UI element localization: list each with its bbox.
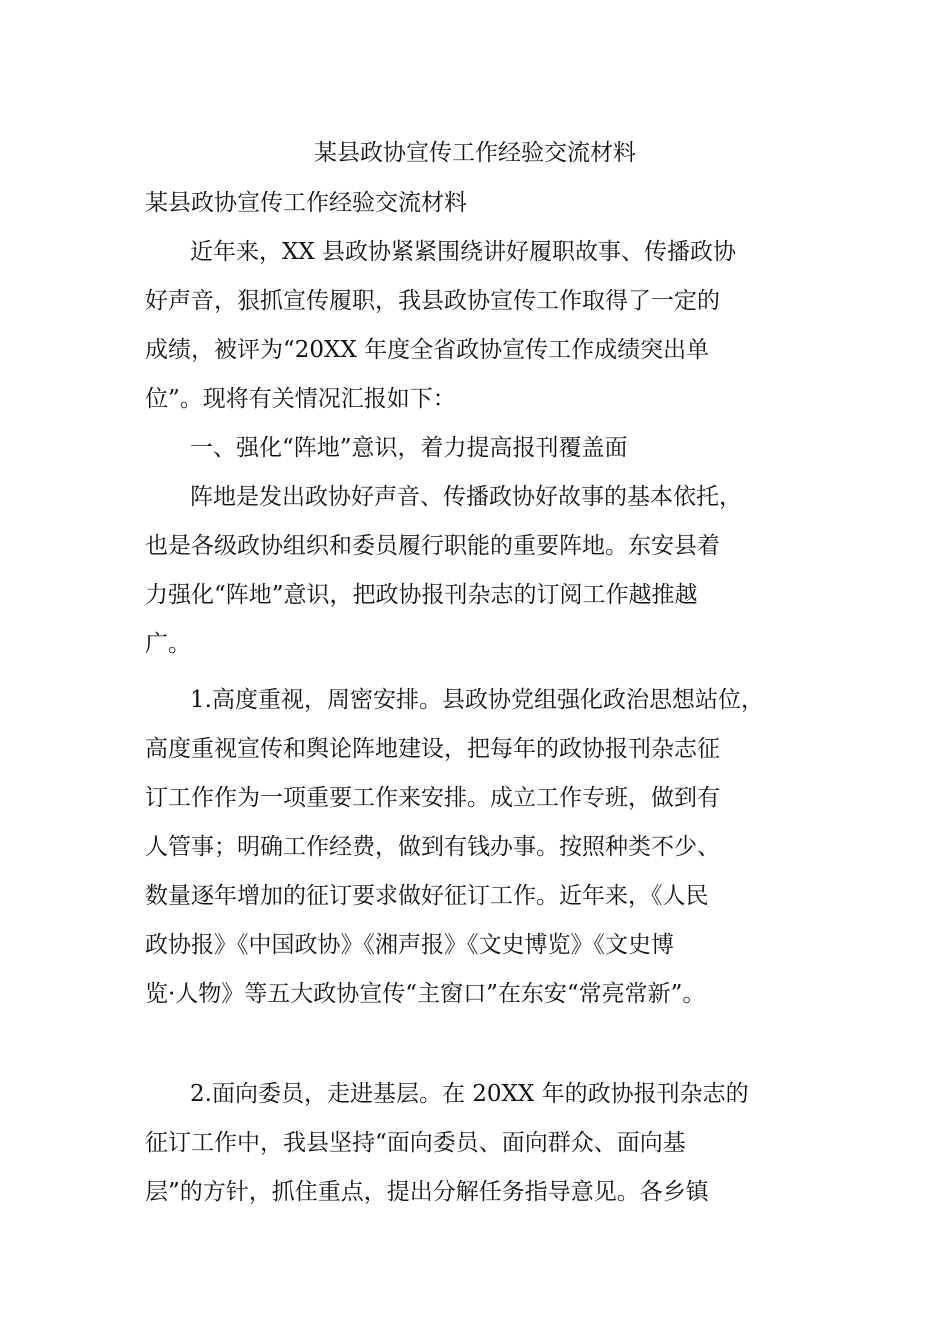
paragraph-line: 层”的方针，抓住重点，提出分解任务指导意见。各乡镇 (145, 1179, 709, 1205)
paragraph-line: 位”。现将有关情况汇报如下： (145, 386, 456, 412)
paragraph-line: 好声音，狠抓宣传履职，我县政协宣传工作取得了一定的 (145, 288, 720, 314)
paragraph-line: 人管事；明确工作经费，做到有钱办事。按照种类不少、 (145, 834, 720, 860)
paragraph-line: 1.高度重视，周密安排。县政协党组强化政治思想站位， (190, 687, 764, 713)
paragraph-line: 览·人物》等五大政协宣传“主窗口”在东安“常亮常新”。 (145, 981, 706, 1007)
paragraph-line: 力强化“阵地”意识，把政协报刊杂志的订阅工作越推越 (145, 582, 698, 608)
document-subtitle: 某县政协宣传工作经验交流材料 (145, 190, 467, 216)
paragraph-line: 广。 (145, 631, 191, 657)
paragraph-line: 成绩，被评为“20XX 年度全省政协宣传工作成绩突出单 (145, 337, 710, 363)
paragraph-line: 也是各级政协组织和委员履行职能的重要阵地。东安县着 (145, 533, 720, 559)
paragraph-line: 数量逐年增加的征订要求做好征订工作。近年来，《人民 (145, 883, 709, 909)
section-heading: 一、强化“阵地”意识，着力提高报刊覆盖面 (190, 435, 628, 461)
paragraph-line: 阵地是发出政协好声音、传播政协好故事的基本依托， (190, 484, 742, 510)
document-title: 某县政协宣传工作经验交流材料 (314, 140, 636, 166)
paragraph-line: 近年来，XX 县政协紧紧围绕讲好履职故事、传播政协 (190, 239, 737, 265)
paragraph-line: 订工作作为一项重要工作来安排。成立工作专班，做到有 (145, 785, 720, 811)
paragraph-line: 政协报》《中国政协》《湘声报》《文史博览》《文史博 (145, 932, 674, 958)
paragraph-line: 2.面向委员，走进基层。在 20XX 年的政协报刊杂志的 (190, 1081, 749, 1107)
paragraph-line: 征订工作中，我县坚持“面向委员、面向群众、面向基 (145, 1130, 686, 1156)
paragraph-line: 高度重视宣传和舆论阵地建设，把每年的政协报刊杂志征 (145, 736, 720, 762)
